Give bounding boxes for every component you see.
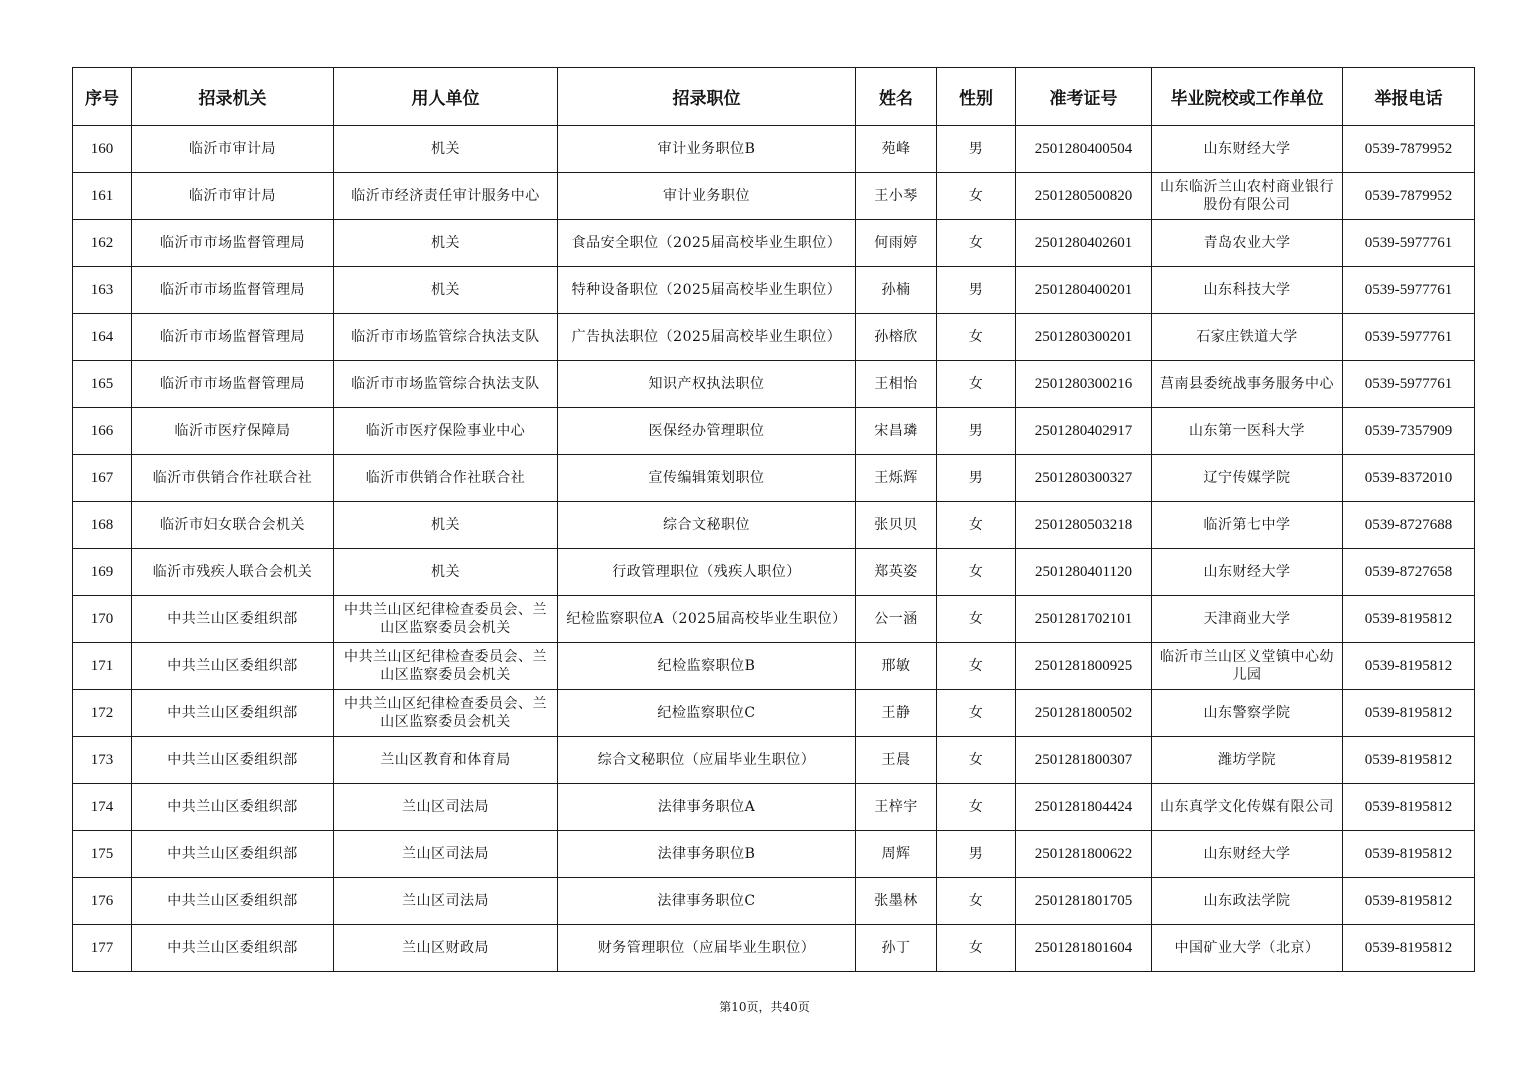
name-cell: 周辉 <box>856 831 937 878</box>
admission-ticket-cell: 2501280402917 <box>1016 408 1152 455</box>
school-or-workplace-cell: 山东真学文化传媒有限公司 <box>1152 784 1343 831</box>
position-cell: 财务管理职位（应届毕业生职位） <box>558 925 856 972</box>
recruiting-agency-cell: 中共兰山区委组织部 <box>132 643 334 690</box>
employer-unit-cell: 临沂市市场监管综合执法支队 <box>334 314 558 361</box>
gender-cell: 男 <box>937 267 1016 314</box>
recruiting-agency-cell: 中共兰山区委组织部 <box>132 831 334 878</box>
employer-unit-cell: 兰山区教育和体育局 <box>334 737 558 784</box>
recruiting-agency-cell: 临沂市供销合作社联合社 <box>132 455 334 502</box>
report-phone-cell: 0539-8195812 <box>1343 690 1475 737</box>
employer-unit-cell: 机关 <box>334 220 558 267</box>
admission-ticket-cell: 2501280500820 <box>1016 173 1152 220</box>
position-cell: 特种设备职位（2025届高校毕业生职位） <box>558 267 856 314</box>
gender-cell: 女 <box>937 878 1016 925</box>
table-row <box>73 314 1475 361</box>
gender-cell: 男 <box>937 126 1016 173</box>
position-cell: 纪检监察职位C <box>558 690 856 737</box>
name-cell: 郑英姿 <box>856 549 937 596</box>
position-cell: 广告执法职位（2025届高校毕业生职位） <box>558 314 856 361</box>
gender-cell: 女 <box>937 173 1016 220</box>
position-cell: 纪检监察职位B <box>558 643 856 690</box>
name-cell: 王静 <box>856 690 937 737</box>
table-row <box>73 502 1475 549</box>
admission-ticket-cell: 2501281804424 <box>1016 784 1152 831</box>
gender-cell: 女 <box>937 925 1016 972</box>
header-cell: 性别 <box>937 68 1016 126</box>
position-cell: 法律事务职位B <box>558 831 856 878</box>
admission-ticket-cell: 2501281801705 <box>1016 878 1152 925</box>
report-phone-cell: 0539-7879952 <box>1343 126 1475 173</box>
position-cell: 食品安全职位（2025届高校毕业生职位） <box>558 220 856 267</box>
recruiting-agency-cell: 中共兰山区委组织部 <box>132 784 334 831</box>
gender-cell: 女 <box>937 314 1016 361</box>
employer-unit-cell: 中共兰山区纪律检查委员会、兰山区监察委员会机关 <box>334 596 558 643</box>
recruiting-agency-cell: 临沂市市场监督管理局 <box>132 267 334 314</box>
admission-ticket-cell: 2501281800307 <box>1016 737 1152 784</box>
serial-number-cell: 169 <box>73 549 132 596</box>
header-cell: 用人单位 <box>334 68 558 126</box>
report-phone-cell: 0539-8195812 <box>1343 925 1475 972</box>
admission-ticket-cell: 2501280400504 <box>1016 126 1152 173</box>
serial-number-cell: 166 <box>73 408 132 455</box>
recruiting-agency-cell: 临沂市残疾人联合会机关 <box>132 549 334 596</box>
header-cell: 招录职位 <box>558 68 856 126</box>
report-phone-cell: 0539-7879952 <box>1343 173 1475 220</box>
recruiting-agency-cell: 中共兰山区委组织部 <box>132 737 334 784</box>
table-row <box>73 267 1475 314</box>
gender-cell: 女 <box>937 690 1016 737</box>
serial-number-cell: 177 <box>73 925 132 972</box>
name-cell: 王烁辉 <box>856 455 937 502</box>
recruiting-agency-cell: 临沂市医疗保障局 <box>132 408 334 455</box>
header-cell: 毕业院校或工作单位 <box>1152 68 1343 126</box>
employer-unit-cell: 兰山区司法局 <box>334 831 558 878</box>
admission-ticket-cell: 2501280503218 <box>1016 502 1152 549</box>
admission-ticket-cell: 2501280401120 <box>1016 549 1152 596</box>
header-row <box>73 68 1475 126</box>
report-phone-cell: 0539-5977761 <box>1343 361 1475 408</box>
recruiting-agency-cell: 中共兰山区委组织部 <box>132 690 334 737</box>
position-cell: 知识产权执法职位 <box>558 361 856 408</box>
table-row <box>73 878 1475 925</box>
school-or-workplace-cell: 山东财经大学 <box>1152 126 1343 173</box>
name-cell: 孙榕欣 <box>856 314 937 361</box>
serial-number-cell: 163 <box>73 267 132 314</box>
recruiting-agency-cell: 临沂市审计局 <box>132 126 334 173</box>
name-cell: 苑峰 <box>856 126 937 173</box>
serial-number-cell: 174 <box>73 784 132 831</box>
admission-ticket-cell: 2501281800622 <box>1016 831 1152 878</box>
serial-number-cell: 176 <box>73 878 132 925</box>
report-phone-cell: 0539-8195812 <box>1343 643 1475 690</box>
report-phone-cell: 0539-5977761 <box>1343 267 1475 314</box>
report-phone-cell: 0539-7357909 <box>1343 408 1475 455</box>
table-row <box>73 549 1475 596</box>
admission-ticket-cell: 2501280402601 <box>1016 220 1152 267</box>
school-or-workplace-cell: 辽宁传媒学院 <box>1152 455 1343 502</box>
position-cell: 行政管理职位（残疾人职位） <box>558 549 856 596</box>
employer-unit-cell: 机关 <box>334 502 558 549</box>
school-or-workplace-cell: 莒南县委统战事务服务中心 <box>1152 361 1343 408</box>
serial-number-cell: 170 <box>73 596 132 643</box>
name-cell: 王晨 <box>856 737 937 784</box>
school-or-workplace-cell: 临沂第七中学 <box>1152 502 1343 549</box>
position-cell: 纪检监察职位A（2025届高校毕业生职位） <box>558 596 856 643</box>
admission-ticket-cell: 2501281702101 <box>1016 596 1152 643</box>
header-cell: 招录机关 <box>132 68 334 126</box>
school-or-workplace-cell: 山东第一医科大学 <box>1152 408 1343 455</box>
employer-unit-cell: 兰山区财政局 <box>334 925 558 972</box>
table-row <box>73 643 1475 690</box>
gender-cell: 男 <box>937 408 1016 455</box>
position-cell: 审计业务职位 <box>558 173 856 220</box>
report-phone-cell: 0539-8727688 <box>1343 502 1475 549</box>
school-or-workplace-cell: 青岛农业大学 <box>1152 220 1343 267</box>
serial-number-cell: 173 <box>73 737 132 784</box>
table-row <box>73 220 1475 267</box>
name-cell: 孙丁 <box>856 925 937 972</box>
table-row <box>73 737 1475 784</box>
employer-unit-cell: 兰山区司法局 <box>334 784 558 831</box>
gender-cell: 女 <box>937 643 1016 690</box>
school-or-workplace-cell: 石家庄铁道大学 <box>1152 314 1343 361</box>
page-footer: 第10页，共40页 <box>719 1000 810 1014</box>
recruiting-agency-cell: 临沂市市场监督管理局 <box>132 361 334 408</box>
employer-unit-cell: 临沂市经济责任审计服务中心 <box>334 173 558 220</box>
school-or-workplace-cell: 山东警察学院 <box>1152 690 1343 737</box>
school-or-workplace-cell: 天津商业大学 <box>1152 596 1343 643</box>
position-cell: 宣传编辑策划职位 <box>558 455 856 502</box>
recruiting-agency-cell: 中共兰山区委组织部 <box>132 596 334 643</box>
name-cell: 宋昌璘 <box>856 408 937 455</box>
report-phone-cell: 0539-5977761 <box>1343 314 1475 361</box>
name-cell: 张贝贝 <box>856 502 937 549</box>
serial-number-cell: 160 <box>73 126 132 173</box>
table-row <box>73 173 1475 220</box>
table-row <box>73 126 1475 173</box>
school-or-workplace-cell: 山东财经大学 <box>1152 831 1343 878</box>
gender-cell: 女 <box>937 784 1016 831</box>
name-cell: 邢敏 <box>856 643 937 690</box>
admission-ticket-cell: 2501280300327 <box>1016 455 1152 502</box>
name-cell: 何雨婷 <box>856 220 937 267</box>
serial-number-cell: 164 <box>73 314 132 361</box>
table-row <box>73 455 1475 502</box>
gender-cell: 女 <box>937 596 1016 643</box>
report-phone-cell: 0539-5977761 <box>1343 220 1475 267</box>
recruiting-agency-cell: 临沂市妇女联合会机关 <box>132 502 334 549</box>
admission-ticket-cell: 2501281801604 <box>1016 925 1152 972</box>
serial-number-cell: 168 <box>73 502 132 549</box>
school-or-workplace-cell: 山东财经大学 <box>1152 549 1343 596</box>
serial-number-cell: 162 <box>73 220 132 267</box>
recruiting-agency-cell: 中共兰山区委组织部 <box>132 878 334 925</box>
table-row <box>73 690 1475 737</box>
table-body <box>73 126 1475 972</box>
report-phone-cell: 0539-8195812 <box>1343 831 1475 878</box>
recruiting-agency-cell: 临沂市审计局 <box>132 173 334 220</box>
school-or-workplace-cell: 山东政法学院 <box>1152 878 1343 925</box>
name-cell: 王小琴 <box>856 173 937 220</box>
report-phone-cell: 0539-8372010 <box>1343 455 1475 502</box>
recruitment-table <box>72 67 1475 972</box>
report-phone-cell: 0539-8195812 <box>1343 784 1475 831</box>
name-cell: 王相怡 <box>856 361 937 408</box>
recruiting-agency-cell: 临沂市市场监督管理局 <box>132 220 334 267</box>
employer-unit-cell: 兰山区司法局 <box>334 878 558 925</box>
position-cell: 综合文秘职位（应届毕业生职位） <box>558 737 856 784</box>
position-cell: 医保经办管理职位 <box>558 408 856 455</box>
report-phone-cell: 0539-8727658 <box>1343 549 1475 596</box>
admission-ticket-cell: 2501280300216 <box>1016 361 1152 408</box>
header-cell: 举报电话 <box>1343 68 1475 126</box>
gender-cell: 女 <box>937 549 1016 596</box>
table-row <box>73 408 1475 455</box>
name-cell: 孙楠 <box>856 267 937 314</box>
table-row <box>73 925 1475 972</box>
admission-ticket-cell: 2501280300201 <box>1016 314 1152 361</box>
gender-cell: 男 <box>937 831 1016 878</box>
name-cell: 王梓宇 <box>856 784 937 831</box>
gender-cell: 女 <box>937 361 1016 408</box>
school-or-workplace-cell: 山东科技大学 <box>1152 267 1343 314</box>
admission-ticket-cell: 2501281800925 <box>1016 643 1152 690</box>
table-row <box>73 831 1475 878</box>
employer-unit-cell: 临沂市医疗保险事业中心 <box>334 408 558 455</box>
report-phone-cell: 0539-8195812 <box>1343 737 1475 784</box>
name-cell: 公一涵 <box>856 596 937 643</box>
employer-unit-cell: 临沂市市场监管综合执法支队 <box>334 361 558 408</box>
name-cell: 张墨林 <box>856 878 937 925</box>
table-row <box>73 784 1475 831</box>
admission-ticket-cell: 2501281800502 <box>1016 690 1152 737</box>
report-phone-cell: 0539-8195812 <box>1343 878 1475 925</box>
school-or-workplace-cell: 潍坊学院 <box>1152 737 1343 784</box>
employer-unit-cell: 临沂市供销合作社联合社 <box>334 455 558 502</box>
serial-number-cell: 172 <box>73 690 132 737</box>
header-cell: 姓名 <box>856 68 937 126</box>
header-cell: 序号 <box>73 68 132 126</box>
gender-cell: 男 <box>937 455 1016 502</box>
school-or-workplace-cell: 临沂市兰山区义堂镇中心幼儿园 <box>1152 643 1343 690</box>
employer-unit-cell: 中共兰山区纪律检查委员会、兰山区监察委员会机关 <box>334 643 558 690</box>
gender-cell: 女 <box>937 502 1016 549</box>
serial-number-cell: 165 <box>73 361 132 408</box>
employer-unit-cell: 中共兰山区纪律检查委员会、兰山区监察委员会机关 <box>334 690 558 737</box>
employer-unit-cell: 机关 <box>334 549 558 596</box>
position-cell: 综合文秘职位 <box>558 502 856 549</box>
employer-unit-cell: 机关 <box>334 267 558 314</box>
gender-cell: 女 <box>937 737 1016 784</box>
serial-number-cell: 161 <box>73 173 132 220</box>
school-or-workplace-cell: 山东临沂兰山农村商业银行股份有限公司 <box>1152 173 1343 220</box>
serial-number-cell: 175 <box>73 831 132 878</box>
document-sheet <box>72 67 1474 972</box>
table-row <box>73 361 1475 408</box>
serial-number-cell: 171 <box>73 643 132 690</box>
position-cell: 审计业务职位B <box>558 126 856 173</box>
position-cell: 法律事务职位C <box>558 878 856 925</box>
table-row <box>73 596 1475 643</box>
position-cell: 法律事务职位A <box>558 784 856 831</box>
header-cell: 准考证号 <box>1016 68 1152 126</box>
employer-unit-cell: 机关 <box>334 126 558 173</box>
recruiting-agency-cell: 临沂市市场监督管理局 <box>132 314 334 361</box>
report-phone-cell: 0539-8195812 <box>1343 596 1475 643</box>
serial-number-cell: 167 <box>73 455 132 502</box>
recruiting-agency-cell: 中共兰山区委组织部 <box>132 925 334 972</box>
school-or-workplace-cell: 中国矿业大学（北京） <box>1152 925 1343 972</box>
gender-cell: 女 <box>937 220 1016 267</box>
admission-ticket-cell: 2501280400201 <box>1016 267 1152 314</box>
